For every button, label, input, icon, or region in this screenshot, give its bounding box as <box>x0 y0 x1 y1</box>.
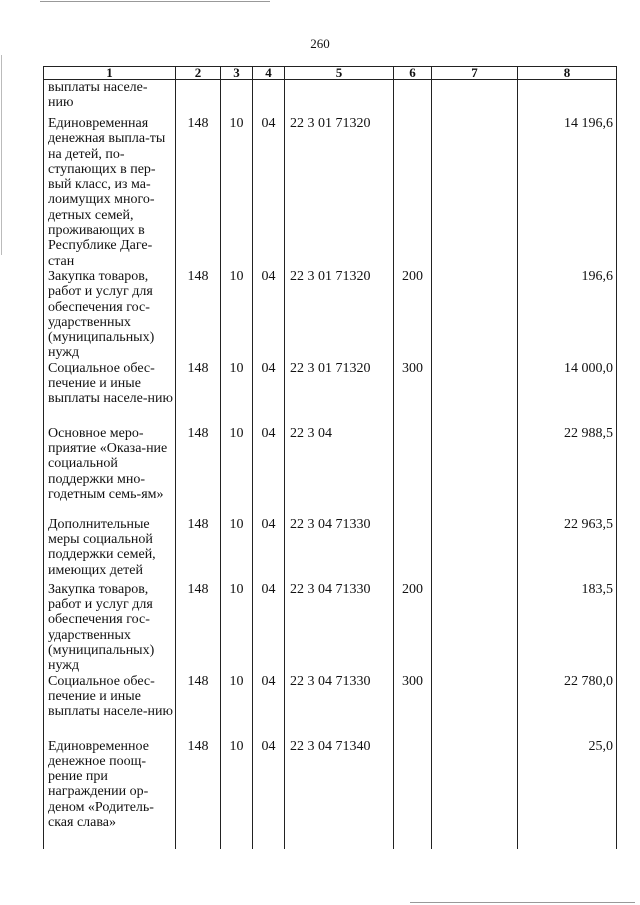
row-subsection: 04 <box>253 582 285 674</box>
row-col-7 <box>432 361 518 426</box>
row-admin-code: 148 <box>176 361 221 426</box>
row-amount <box>518 80 617 117</box>
row-name: Закупка товаров, работ и услуг для обеспечения гос-ударственных (муниципальных) нужд <box>44 269 176 361</box>
header-col-2: 2 <box>176 67 221 80</box>
row-amount: 14 196,6 <box>518 116 617 269</box>
row-col-7 <box>432 739 518 849</box>
row-subsection: 04 <box>253 426 285 517</box>
row-amount: 14 000,0 <box>518 361 617 426</box>
row-admin-code <box>176 80 221 117</box>
row-section: 10 <box>221 582 253 674</box>
row-expense-type: 200 <box>394 582 432 674</box>
row-expense-type <box>394 739 432 849</box>
row-col-7 <box>432 674 518 739</box>
row-admin-code: 148 <box>176 426 221 517</box>
row-subsection: 04 <box>253 269 285 361</box>
row-name: Единовременная денежная выпла-ты на детей, по-ступающих в пер-вый класс, из ма-лоимущих много-детных семей, проживающих в Республике Даге-стан <box>44 116 176 269</box>
row-amount: 196,6 <box>518 269 617 361</box>
row-target-article <box>285 80 394 117</box>
row-section: 10 <box>221 269 253 361</box>
row-expense-type <box>394 116 432 269</box>
row-section <box>221 80 253 117</box>
table-row <box>44 517 617 582</box>
table-row <box>44 80 617 117</box>
row-name: Социальное обес-печение и иные выплаты населе-нию <box>44 674 176 739</box>
row-section: 10 <box>221 426 253 517</box>
table-row <box>44 426 617 517</box>
row-name: Основное меро-приятие «Оказа-ние социальной поддержки мно-годетным семь-ям» <box>44 426 176 517</box>
row-admin-code: 148 <box>176 674 221 739</box>
row-target-article: 22 3 04 <box>285 426 394 517</box>
row-expense-type: 300 <box>394 674 432 739</box>
row-name: Единовременное денежное поощ-рение при награждении ор-деном «Родитель-ская слава» <box>44 739 176 849</box>
row-subsection <box>253 80 285 117</box>
table-row <box>44 582 617 674</box>
row-amount: 22 988,5 <box>518 426 617 517</box>
header-col-1: 1 <box>44 67 176 80</box>
row-admin-code: 148 <box>176 739 221 849</box>
row-section: 10 <box>221 739 253 849</box>
scan-artifact-top <box>40 1 270 2</box>
row-target-article: 22 3 04 71330 <box>285 517 394 582</box>
table-row <box>44 739 617 849</box>
row-section: 10 <box>221 517 253 582</box>
row-admin-code: 148 <box>176 269 221 361</box>
row-admin-code: 148 <box>176 116 221 269</box>
row-target-article: 22 3 01 71320 <box>285 116 394 269</box>
budget-table <box>43 66 617 849</box>
row-amount: 22 963,5 <box>518 517 617 582</box>
row-target-article: 22 3 01 71320 <box>285 269 394 361</box>
row-amount: 22 780,0 <box>518 674 617 739</box>
budget-table-container <box>43 66 616 833</box>
row-subsection: 04 <box>253 517 285 582</box>
table-row <box>44 361 617 426</box>
row-section: 10 <box>221 116 253 269</box>
row-expense-type <box>394 80 432 117</box>
header-col-6: 6 <box>394 67 432 80</box>
row-name: Социальное обес-печение и иные выплаты населе-нию <box>44 361 176 426</box>
table-row <box>44 674 617 739</box>
table-row <box>44 116 617 269</box>
row-col-7 <box>432 80 518 117</box>
row-subsection: 04 <box>253 116 285 269</box>
row-expense-type: 200 <box>394 269 432 361</box>
header-col-4: 4 <box>253 67 285 80</box>
row-name: Дополнительные меры социальной поддержки семей, имеющих детей <box>44 517 176 582</box>
row-subsection: 04 <box>253 739 285 849</box>
row-subsection: 04 <box>253 361 285 426</box>
row-subsection: 04 <box>253 674 285 739</box>
scan-artifact-bottom <box>410 902 635 903</box>
row-expense-type: 300 <box>394 361 432 426</box>
header-col-8: 8 <box>518 67 617 80</box>
row-name: выплаты населе- нию <box>44 80 176 117</box>
row-expense-type <box>394 517 432 582</box>
page-number: 260 <box>310 36 330 51</box>
header-col-7: 7 <box>432 67 518 80</box>
row-name: Закупка товаров, работ и услуг для обеспечения гос-ударственных (муниципальных) нужд <box>44 582 176 674</box>
table-header-row <box>44 67 617 80</box>
header-col-5: 5 <box>285 67 394 80</box>
row-target-article: 22 3 04 71330 <box>285 674 394 739</box>
row-section: 10 <box>221 361 253 426</box>
row-expense-type <box>394 426 432 517</box>
row-admin-code: 148 <box>176 517 221 582</box>
row-col-7 <box>432 517 518 582</box>
row-target-article: 22 3 04 71340 <box>285 739 394 849</box>
row-target-article: 22 3 04 71330 <box>285 582 394 674</box>
row-section: 10 <box>221 674 253 739</box>
row-target-article: 22 3 01 71320 <box>285 361 394 426</box>
row-admin-code: 148 <box>176 582 221 674</box>
row-col-7 <box>432 116 518 269</box>
scan-artifact-left <box>1 55 2 255</box>
row-col-7 <box>432 426 518 517</box>
header-col-3: 3 <box>221 67 253 80</box>
row-col-7 <box>432 582 518 674</box>
row-amount: 183,5 <box>518 582 617 674</box>
table-row <box>44 269 617 361</box>
row-col-7 <box>432 269 518 361</box>
row-amount: 25,0 <box>518 739 617 849</box>
